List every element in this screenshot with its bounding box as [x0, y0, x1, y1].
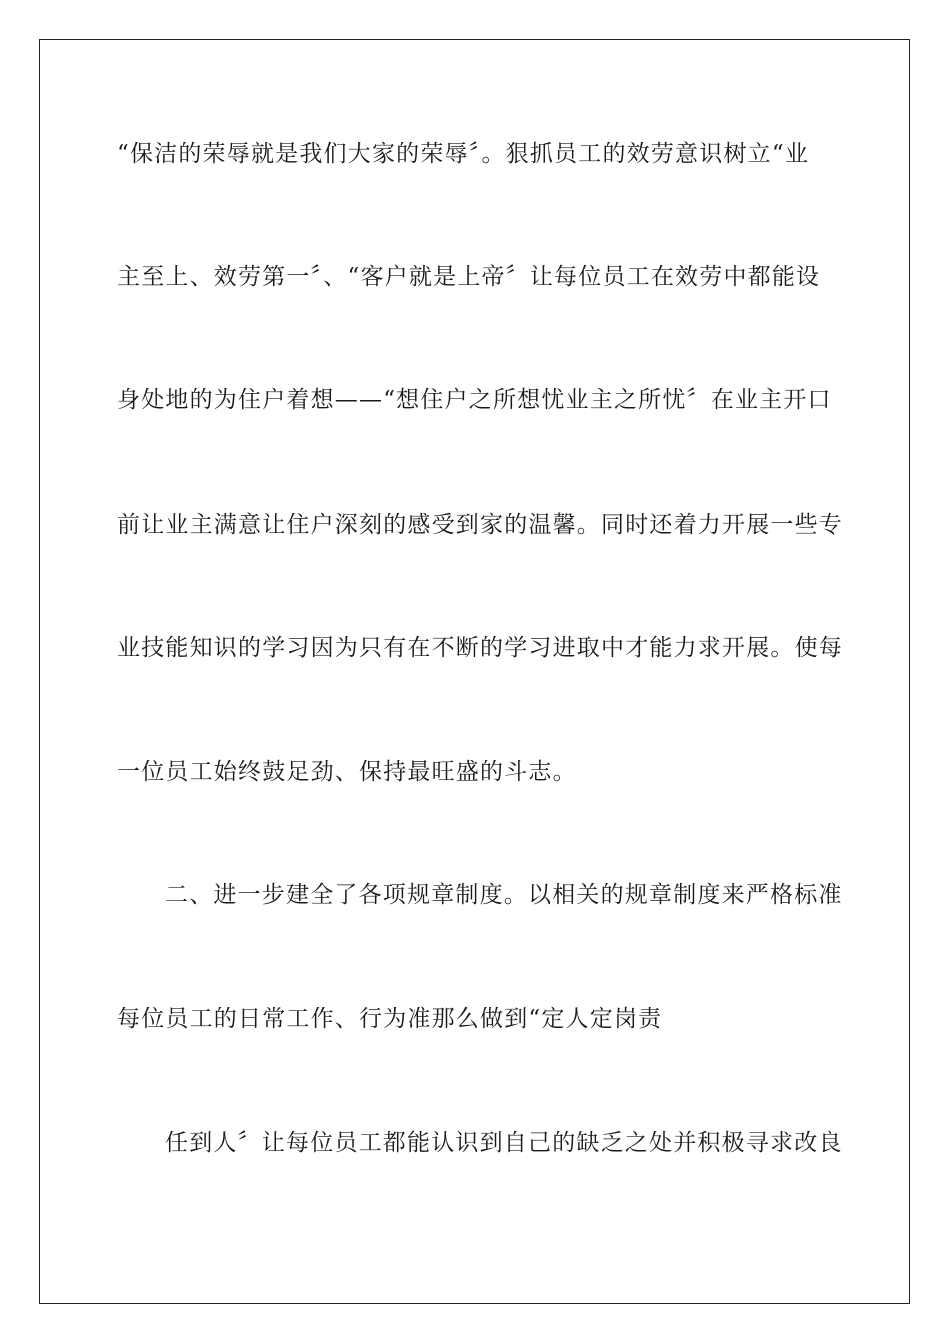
- page-border: [39, 39, 910, 1304]
- paragraph-line: 身处地的为住户着想——“想住户之所想忧业主之所忧〞在业主开口: [117, 387, 832, 413]
- paragraph-line: 业技能知识的学习因为只有在不断的学习进取中才能力求开展。使每: [117, 635, 843, 661]
- paragraph-line: 每位员工的日常工作、行为准那么做到“定人定岗责: [117, 1006, 663, 1032]
- paragraph-line: “保洁的荣辱就是我们大家的荣辱〞。狠抓员工的效劳意识树立“业: [117, 141, 810, 167]
- paragraph-line: 前让业主满意让住户深刻的感受到家的温馨。同时还着力开展一些专: [117, 512, 843, 538]
- section-heading-line: 二、进一步建全了各项规章制度。以相关的规章制度来严格标准: [165, 882, 843, 908]
- paragraph-line: 任到人〞让每位员工都能认识到自己的缺乏之处并积极寻求改良: [165, 1130, 843, 1156]
- paragraph-line: 主至上、效劳第一〞、“客户就是上帝〞让每位员工在效劳中都能设: [117, 264, 821, 290]
- paragraph-line: 一位员工始终鼓足劲、保持最旺盛的斗志。: [117, 759, 577, 785]
